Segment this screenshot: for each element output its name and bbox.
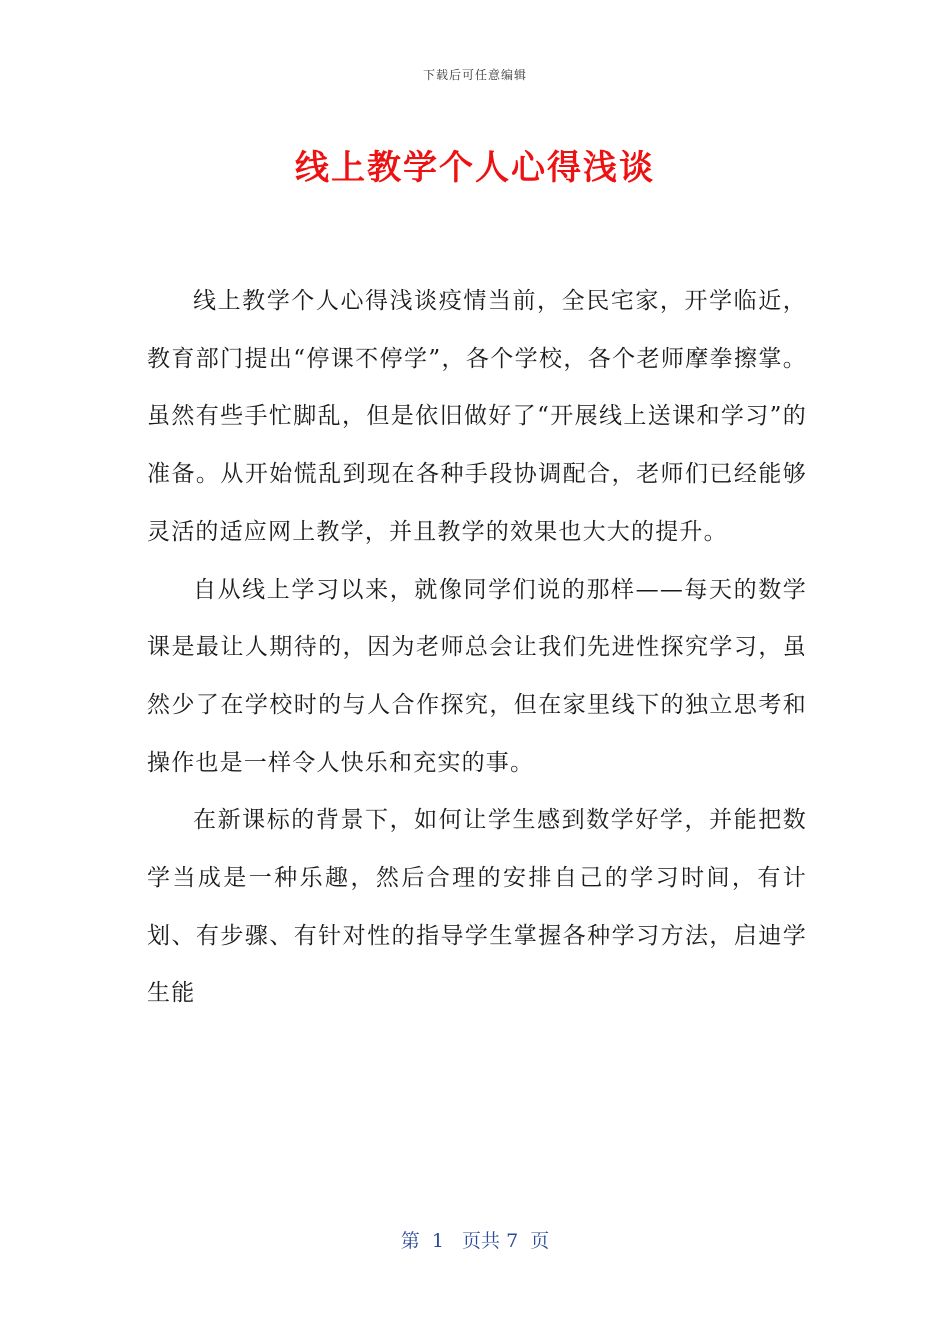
header-note: 下载后可任意编辑 <box>422 68 527 82</box>
paragraph-2: 自从线上学习以来，就像同学们说的那样——每天的数学课是最让人期待的，因为老师总会让我们先进性探究学习，虽然少了在学校时的与人合作探究，但在家里线下的独立思考和操作也是一样令人快乐和充实的事。 <box>147 576 807 776</box>
document-body <box>147 273 807 1023</box>
page-footer: 第 1 页共 7 页 <box>400 1230 550 1252</box>
document-title: 线上教学个人心得浅谈 <box>295 148 655 188</box>
paragraph-3: 在新课标的背景下，如何让学生感到数学好学，并能把数学当成是一种乐趣，然后合理的安排自己的学习时间，有计划、有步骤、有针对性的指导学生掌握各种学习方法，启迪学生能 <box>147 807 807 1007</box>
paragraph-1: 线上教学个人心得浅谈疫情当前，全民宅家，开学临近，教育部门提出“停课不停学”，各个学校，各个老师摩拳擦掌。虽然有些手忙脚乱，但是依旧做好了“开展线上送课和学习”的准备。从开始慌乱到现在各种手段协调配合，老师们已经能够灵活的适应网上教学，并且教学的效果也大大的提升。 <box>147 288 807 545</box>
